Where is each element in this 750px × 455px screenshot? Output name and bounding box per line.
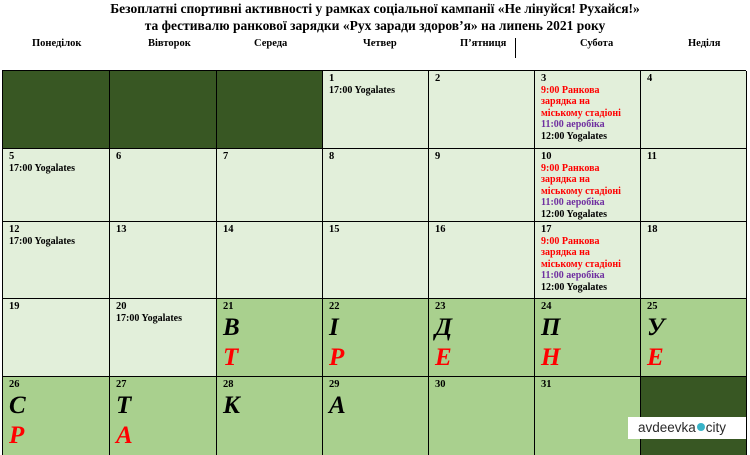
day-cell-20	[110, 299, 217, 377]
event-yogalates-noon: 12:00 Yogalates	[541, 281, 608, 293]
day-cell-29	[323, 377, 429, 455]
day-number: 8	[329, 151, 335, 162]
day-cell-27	[110, 377, 217, 455]
day-number: 20	[116, 301, 127, 312]
empty-cell	[217, 71, 323, 149]
day-number: 23	[435, 301, 446, 312]
day-number: 26	[9, 379, 20, 390]
event-morning-exercise: 9:00 Ранкова	[541, 162, 600, 174]
weekday-saturday: Субота	[580, 38, 614, 49]
day-cell-28	[217, 377, 323, 455]
day-number: 10	[541, 151, 552, 162]
decorative-letter: А	[116, 421, 133, 449]
event-morning-exercise: 9:00 Ранкова	[541, 84, 600, 96]
weekday-wednesday: Середа	[254, 38, 288, 49]
day-number: 17	[541, 224, 552, 235]
day-number: 18	[647, 224, 658, 235]
weekday-sunday: Неділя	[688, 38, 721, 49]
day-number: 13	[116, 224, 127, 235]
day-number: 9	[435, 151, 441, 162]
weekday-friday: П’ятниця	[460, 38, 507, 49]
day-cell-19	[3, 299, 110, 377]
watermark-left: avdeevka	[638, 420, 696, 435]
day-number: 21	[223, 301, 234, 312]
day-number: 4	[647, 73, 653, 84]
day-cell-5	[3, 149, 110, 222]
day-number: 14	[223, 224, 234, 235]
day-cell-7	[217, 149, 323, 222]
event-yogalates: 17:00 Yogalates	[9, 235, 76, 247]
day-cell-31	[535, 377, 641, 455]
column-divider	[515, 38, 516, 58]
watermark-right: city	[705, 420, 727, 435]
day-cell-2	[429, 71, 535, 149]
decorative-letter: У	[647, 313, 665, 341]
day-number: 16	[435, 224, 446, 235]
calendar-grid	[2, 70, 746, 455]
day-cell-4	[641, 71, 747, 149]
day-number: 27	[116, 379, 127, 390]
day-number: 31	[541, 379, 552, 390]
decorative-letter: Р	[329, 343, 345, 371]
day-number: 28	[223, 379, 234, 390]
day-cell-8	[323, 149, 429, 222]
day-cell-26	[3, 377, 110, 455]
decorative-letter: Е	[647, 343, 664, 371]
day-number: 25	[647, 301, 658, 312]
day-number: 5	[9, 151, 15, 162]
day-cell-12	[3, 222, 110, 299]
decorative-letter: Т	[116, 391, 132, 419]
weekday-header-row	[0, 38, 750, 52]
day-cell-1	[323, 71, 429, 149]
event-morning-exercise: зарядка на	[541, 174, 590, 185]
day-number: 1	[329, 73, 335, 84]
event-morning-exercise: міському стадіоні	[541, 258, 621, 270]
event-yogalates-noon: 12:00 Yogalates	[541, 130, 608, 142]
decorative-letter: Е	[435, 343, 452, 371]
event-yogalates: 17:00 Yogalates	[9, 162, 76, 174]
day-cell-10	[535, 149, 641, 222]
day-cell-16	[429, 222, 535, 299]
decorative-letter: П	[541, 313, 561, 341]
day-number: 2	[435, 73, 441, 84]
day-number: 6	[116, 151, 122, 162]
day-cell-25	[641, 299, 747, 377]
decorative-letter: Р	[9, 421, 25, 449]
day-cell-3	[535, 71, 641, 149]
day-cell-9	[429, 149, 535, 222]
weekday-thursday: Четвер	[363, 38, 397, 49]
day-cell-21	[217, 299, 323, 377]
decorative-letter: С	[9, 391, 26, 419]
event-morning-exercise: міському стадіоні	[541, 185, 621, 197]
event-aerobics: 11:00 аеробіка	[541, 270, 605, 281]
decorative-letter: Д	[435, 313, 453, 341]
event-yogalates-noon: 12:00 Yogalates	[541, 208, 608, 220]
event-morning-exercise: 9:00 Ранкова	[541, 235, 600, 247]
day-number: 11	[647, 151, 657, 162]
event-yogalates: 17:00 Yogalates	[116, 312, 183, 324]
event-morning-exercise: зарядка на	[541, 96, 590, 107]
day-cell-24	[535, 299, 641, 377]
day-number: 7	[223, 151, 229, 162]
day-number: 30	[435, 379, 446, 390]
day-cell-22	[323, 299, 429, 377]
decorative-letter: А	[329, 391, 346, 419]
day-cell-13	[110, 222, 217, 299]
empty-cell	[3, 71, 110, 149]
day-cell-11	[641, 149, 747, 222]
decorative-letter: І	[329, 313, 339, 341]
calendar-header	[0, 0, 750, 34]
event-aerobics: 11:00 аеробіка	[541, 119, 605, 130]
day-number: 12	[9, 224, 20, 235]
day-number: 22	[329, 301, 340, 312]
event-morning-exercise: міському стадіоні	[541, 107, 621, 119]
day-cell-14	[217, 222, 323, 299]
day-number: 19	[9, 301, 20, 312]
day-cell-30	[429, 377, 535, 455]
day-cell-18	[641, 222, 747, 299]
day-cell-15	[323, 222, 429, 299]
title-line-2: та фестивалю ранкової зарядки «Рух заради здоров’я» на липень 2021 року	[144, 18, 606, 33]
decorative-letter: К	[223, 391, 240, 419]
day-cell-17	[535, 222, 641, 299]
day-number: 15	[329, 224, 340, 235]
weekday-tuesday: Вівторок	[148, 38, 191, 49]
event-aerobics: 11:00 аеробіка	[541, 197, 605, 208]
decorative-letter: Т	[223, 343, 239, 371]
title-line-1: Безоплатні спортивні активності у рамках соціальної кампанії «Не лінуйся! Рухайся!»	[110, 1, 640, 16]
decorative-letter: Н	[541, 343, 561, 371]
event-morning-exercise: зарядка на	[541, 247, 590, 258]
site-watermark	[628, 417, 746, 439]
day-number: 29	[329, 379, 340, 390]
watermark-dot-icon	[697, 423, 705, 431]
day-number: 3	[541, 73, 547, 84]
empty-cell	[641, 377, 747, 455]
day-cell-23	[429, 299, 535, 377]
decorative-letter: В	[223, 313, 240, 341]
weekday-monday: Понеділок	[32, 38, 82, 49]
event-yogalates: 17:00 Yogalates	[329, 84, 396, 96]
day-number: 24	[541, 301, 552, 312]
empty-cell	[110, 71, 217, 149]
day-cell-6	[110, 149, 217, 222]
